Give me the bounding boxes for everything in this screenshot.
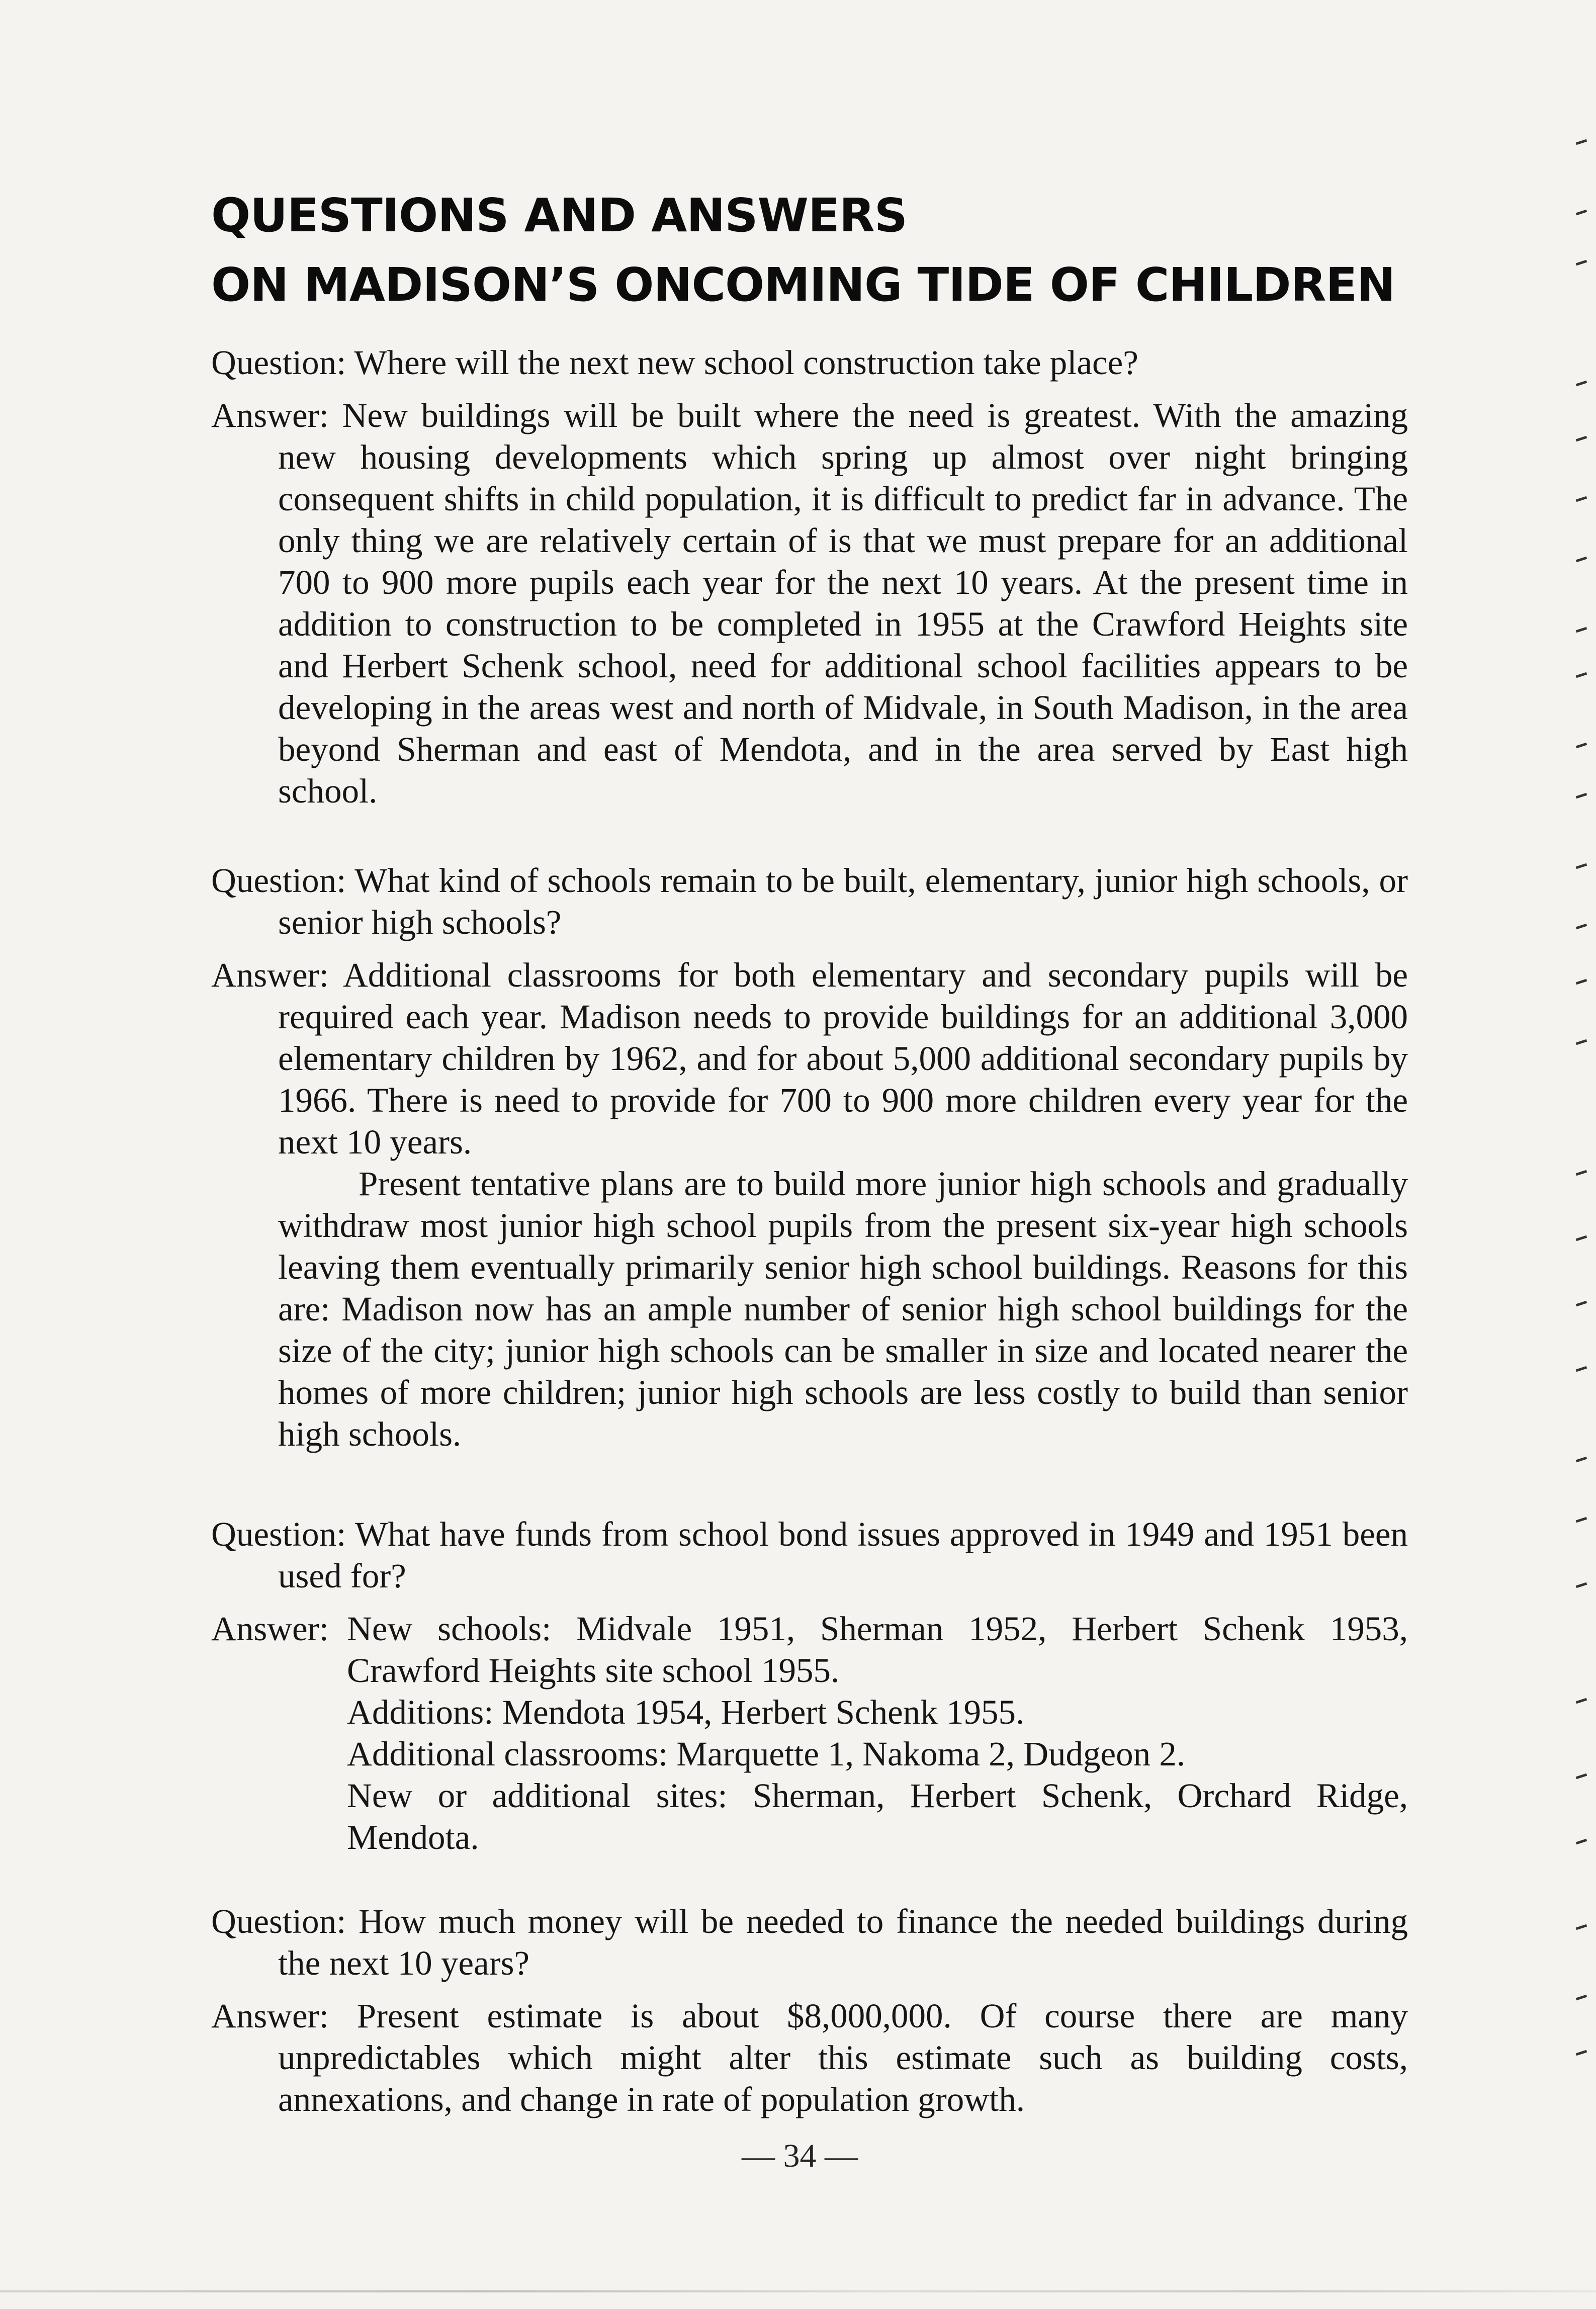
question-label: Question: [211, 861, 346, 900]
answer-item: Additional classrooms: Marquette 1, Nakoma 2, Dudgeon 2. [347, 1735, 1186, 1773]
question-label: Question: [211, 1902, 346, 1940]
answer-2-paragraph-2: Present tentative plans are to build more junior high schools and gradually withdraw most junior high school pupils from the present six-year high schools leaving them eventually primarily senior high school buildings. Reasons for this are: Madison now has an ample number of senior high school buildings for the size of the city; junior high schools can be smaller in size and located nearer the homes of more children; junior high schools are less costly to build than senior high schools. [278, 1165, 1408, 1453]
page-title [211, 181, 1468, 320]
answer-text: Present estimate is about $8,000,000. Of course there are many unpredictables which might alter this estimate such as building costs, annexations, and change in rate of population growth. [278, 1997, 1408, 2118]
question-text: How much money will be needed to finance the needed buildings during the next 10 years? [278, 1902, 1408, 1982]
answer-4 [211, 1995, 1408, 2120]
answer-1 [211, 395, 1408, 812]
question-text: Where will the next new school construction take place? [354, 343, 1138, 382]
answer-item: Additions: Mendota 1954, Herbert Schenk 1955. [347, 1693, 1025, 1731]
answer-label: Answer: [211, 1610, 329, 1648]
qa-block-1 [211, 342, 1408, 812]
title-line-1: QUESTIONS AND ANSWERS [211, 189, 907, 242]
binding-edge-marks [1551, 0, 1596, 2309]
answer-list [347, 1608, 1408, 1858]
title-line-2: ON MADISON’S ONCOMING TIDE OF CHILDREN [211, 258, 1395, 312]
question-3 [211, 1514, 1408, 1597]
page-number: — 34 — [742, 2138, 858, 2174]
answer-2 [211, 954, 1408, 1163]
answer-text: Additional classrooms for both elementary and secondary pupils will be required each year. Madison needs to provide buildings for an additional 3,000 elementary children by 1962, and for about 5,000 additional secondary pupils by 1966. There is need to provide for 700 to 900 more children every year for the next 10 years. [278, 956, 1408, 1161]
answer-item: New schools: Midvale 1951, Sherman 1952, Herbert Schenk 1953, Crawford Heights site school 1955. [347, 1610, 1408, 1690]
qa-block-4 [211, 1901, 1408, 2120]
qa-block-3 [211, 1514, 1408, 1858]
bottom-edge-smudge [0, 2290, 1596, 2292]
answer-label: Answer: [211, 1997, 329, 2035]
question-1 [211, 342, 1408, 384]
answer-label: Answer: [211, 956, 329, 994]
answer-3 [211, 1608, 1408, 1858]
question-4 [211, 1901, 1408, 1984]
qa-block-2 [211, 860, 1408, 1455]
question-2 [211, 860, 1408, 943]
answer-item: New or additional sites: Sherman, Herbert Schenk, Orchard Ridge, Mendota. [347, 1777, 1408, 1856]
question-text: What have funds from school bond issues approved in 1949 and 1951 been used for? [278, 1515, 1408, 1595]
answer-label: Answer: [211, 396, 329, 434]
question-label: Question: [211, 343, 346, 382]
question-text: What kind of schools remain to be built, elementary, junior high schools, or senior high schools? [278, 861, 1408, 941]
question-label: Question: [211, 1515, 346, 1553]
answer-text: New buildings will be built where the need is greatest. With the amazing new housing developments which spring up almost over night bringing consequent shifts in child population, it is difficult to predict far in advance. The only thing we are relatively certain of is that we must prepare for an additional 700 to 900 more pupils each year for the next 10 years. At the present time in addition to construction to be completed in 1955 at the Crawford Heights site and Herbert Schenk school, need for additional school facilities appears to be developing in the areas west and north of Midvale, in South Madison, in the area beyond Sherman and east of Mendota, and in the area served by East high school. [278, 396, 1408, 810]
